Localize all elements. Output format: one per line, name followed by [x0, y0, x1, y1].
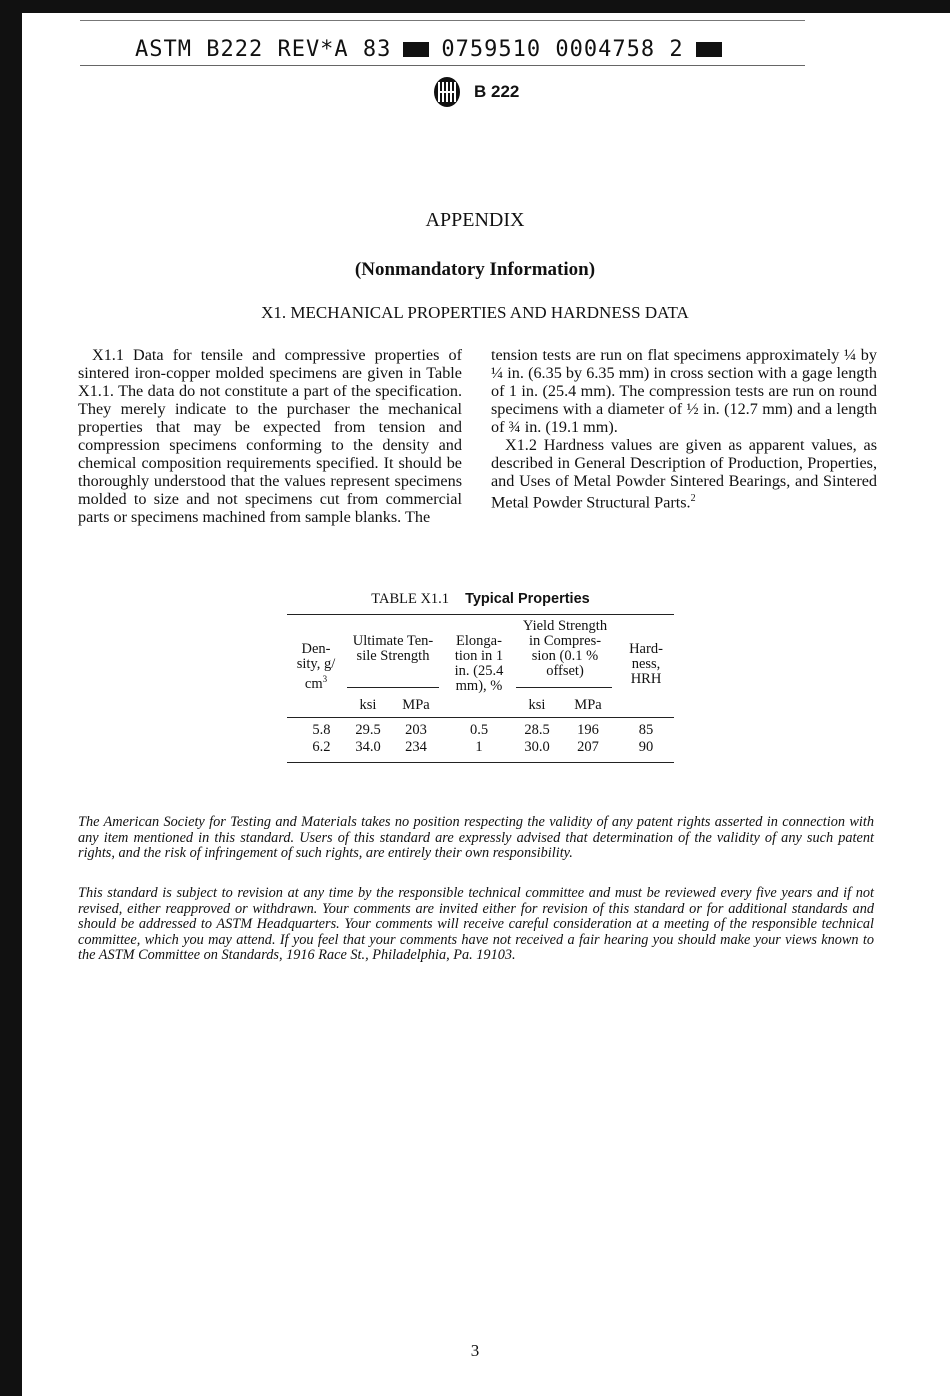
revision-notice: This standard is subject to revision at any time by the responsible technical committee and must be reviewed every five years and if not revised, either reapproved or withdrawn. Your comments are invited either for revision of this standard or for additional standards and should be addressed to ASTM Headquarters. Your comments will receive careful consideration at a meeting of the responsible technical committee, which you may attend. If you feel that your comments have not received a fair hearing you should make your views known to the ASTM Committee on Standards, 1916 Race St., Philadelphia, Pa. 19103.	[78, 885, 874, 963]
paragraph-x1-1-part1: X1.1 Data for tensile and compressive properties of sintered iron-copper molded specimens are given in Table X1.1. The data do not constitute a part of the specification. They merely indicate to the purchaser the mechanical properties that may be expected from tension and compression specimens conforming to the density and chemical composition requirements specified. It should be thoroughly understood that the values represent specimens molded to size and not specimens cut from commercial parts or specimens machined from sample blanks. The	[78, 346, 462, 526]
table-label: TABLE X1.1	[371, 591, 450, 607]
table-header-rule	[287, 717, 674, 718]
table-cell: 234	[405, 739, 427, 755]
header-block-mark	[696, 42, 722, 57]
appendix-title: APPENDIX	[425, 209, 525, 231]
ys-mpa-header: MPa	[574, 697, 602, 713]
patent-notice: The American Society for Testing and Materials takes no position respecting the validity of any patent rights asserted in connection with any item mentioned in this standard. Users of this standard are expressly advised that determination of the validity of any such patent rights, and the risk of infringement of such rights, are entirely their own responsibility.	[78, 814, 874, 861]
designation-label: B 222	[474, 82, 520, 101]
page-number: 3	[470, 1341, 480, 1360]
header-top-rule	[80, 20, 805, 21]
table-caption	[287, 591, 674, 608]
table-cell: 5.8	[312, 722, 331, 738]
ys-ksi-header: ksi	[528, 697, 546, 713]
logo-line	[432, 76, 519, 108]
table-cell: 196	[577, 722, 599, 738]
table-cell: 30.0	[524, 739, 550, 755]
uts-ksi-header: ksi	[359, 697, 377, 713]
body-column-left	[78, 346, 462, 526]
table-cell: 34.0	[355, 739, 381, 755]
body-column-right	[491, 346, 877, 511]
header-code-right: 0759510 0004758 2	[441, 36, 684, 62]
header-bottom-rule	[80, 65, 805, 66]
uts-subheader-rule	[347, 687, 439, 688]
paragraph-x1-2-text: X1.2 Hardness values are given as apparent values, as described in General Description of Production, Properties, and Uses of Metal Powder Sintered Bearings, and Sintered Metal Powder Structural Parts.	[491, 436, 877, 512]
table-top-rule	[287, 614, 674, 615]
paragraph-x1-1-part2: tension tests are run on flat specimens approximately ¼ by ¼ in. (6.35 by 6.35 mm) in cross section with a gage length of 1 in. (25.4 mm). The compression tests are run on round specimens with a diameter of ½ in. (12.7 mm) and a length of ¾ in. (19.1 mm).	[491, 346, 877, 436]
table-cell: 0.5	[469, 722, 489, 738]
astm-logo-icon	[432, 76, 462, 108]
table-bottom-rule	[287, 762, 674, 763]
table-title: Typical Properties	[465, 591, 590, 607]
table-cell: 1	[475, 739, 483, 755]
header-yield-strength: Yield Strength in Compres- sion (0.1 % offset)	[522, 618, 608, 679]
header-block-mark	[403, 42, 429, 57]
appendix-subtitle: (Nonmandatory Information)	[354, 259, 596, 280]
table-cell: 90	[638, 739, 654, 755]
uts-mpa-header: MPa	[402, 697, 430, 713]
table-cell: 6.2	[312, 739, 331, 755]
header-density: Den- sity, g/ $cm^3$	[296, 641, 336, 692]
table-cell: 207	[577, 739, 599, 755]
header-elongation: Elonga- tion in 1 in. (25.4 mm), %	[454, 633, 504, 694]
footnote-marker: 2	[690, 493, 696, 504]
table-cell: 85	[638, 722, 654, 738]
table-cell: 28.5	[524, 722, 550, 738]
header-hardness: Hard- ness, HRH	[629, 641, 663, 687]
document-header-code	[135, 33, 835, 65]
header-ultimate-tensile: Ultimate Ten- sile Strength	[352, 633, 434, 664]
paragraph-x1-2	[491, 436, 877, 511]
table-cell: 203	[405, 722, 427, 738]
header-code-left: ASTM B222 REV*A 83	[135, 36, 392, 62]
table-cell: 29.5	[355, 722, 381, 738]
ys-subheader-rule	[516, 687, 612, 688]
section-title: X1. MECHANICAL PROPERTIES AND HARDNESS DATA	[261, 303, 689, 322]
scan-top-border	[0, 0, 950, 13]
